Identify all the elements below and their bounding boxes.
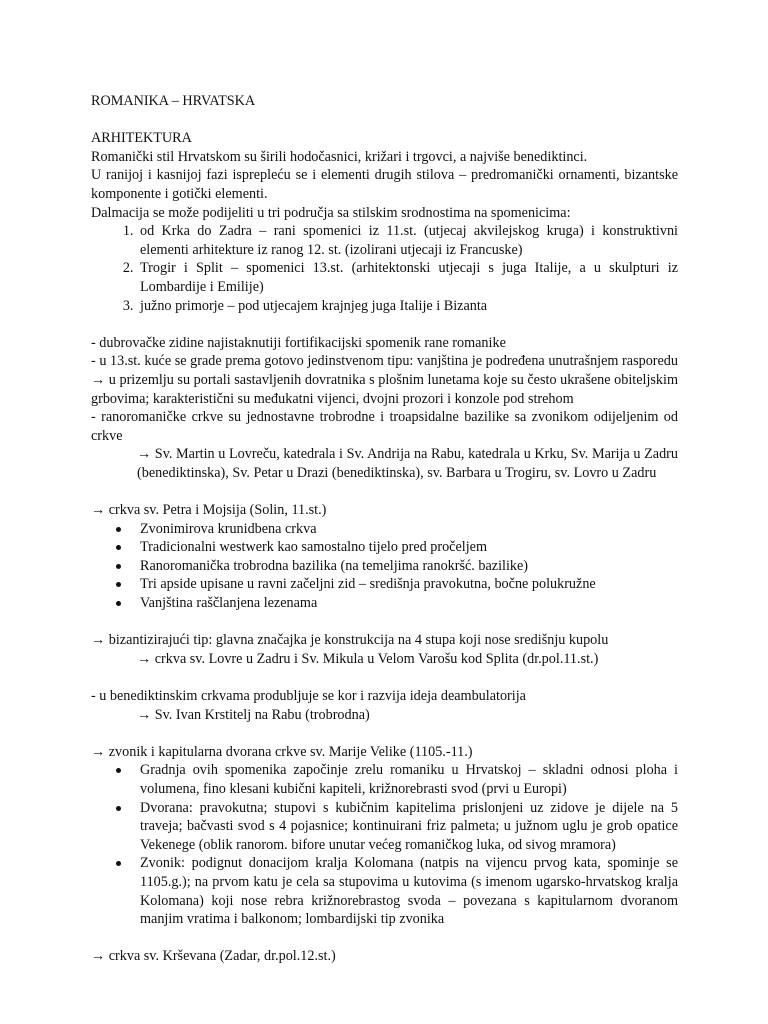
bullet-list [91,520,678,613]
spacer [91,111,678,130]
document-page [91,92,678,966]
sub-paragraph: → Sv. Ivan Krstitelj na Rabu (trobrodna) [137,706,370,723]
list-item: Gradnja ovih spomenika započinje zrelu romaniku u Hrvatskoj – skladni odnosi ploha i volumena, fino klesani kubični kapiteli, križnorebrasti svod (prvi u Europi) [137,761,678,798]
examples-paragraph: → Sv. Martin u Lovreču, katedrala i Sv. Andrija na Rabu, katedrala u Krku, Sv. Marija u Zadru (benediktinska), Sv. Petar u Drazi (benediktinska), sv. Barbara u Trogiru, sv. Lovro u Zadru [137,446,678,481]
intro-paragraph: Dalmacija se može podijeliti u tri područja sa stilskim srodnostima na spomenicima: [91,204,571,221]
list-item: Vanjština raščlanjena lezenama [137,594,678,613]
note-paragraph: - ranoromaničke crkve su jednostavne trobrodne i troapsidalne bazilike sa zvonikom odijeljenim od crkve [91,409,678,444]
spacer [91,315,678,334]
section-heading: ARHITEKTURA [91,130,192,147]
subheading: → zvonik i kapitularna dvorana crkve sv. Marije Velike (1105.-11.) [91,743,473,760]
list-item: Zvonimirova krunidbena crkva [137,520,678,539]
list-item: 3. južno primorje – pod utjecajem krajnjeg juga Italije i Bizanta [137,297,678,316]
intro-paragraph: Romanički stil Hrvatskom su širili hodočasnici, križari i trgovci, a najviše benediktinci. [91,148,588,165]
spacer [91,724,678,743]
list-item: Tri apside upisane u ravni začeljni zid – središnja pravokutna, bočne polukružne [137,575,678,594]
list-item: 2. Trogir i Split – spomenici 13.st. (arhitektonski utjecaji s juga Italije, a u skulpturi iz Lombardije i Emilije) [137,259,678,296]
list-item: Ranoromanička trobrodna bazilika (na temeljima ranokršć. bazilike) [137,557,678,576]
subheading: - u benediktinskim crkvama produbljuje se kor i razvija ideja deambulatorija [91,688,526,704]
note-paragraph: - u 13.st. kuće se grade prema gotovo jedinstvenom tipu: vanjština je podređena unutrašnjem rasporedu → u prizemlju su portali sastavljenih dovratnika s plošnim lunetama koje su često ukrašene obiteljskim grbovima; karakteristični su međukatni vijenci, dvojni prozori i konzole pod strehom [91,353,678,407]
list-item: Zvonik: podignut donacijom kralja Kolomana (natpis na vijencu prvog kata, spominje se 1105.g.); na prvom katu je cela sa stupovima u kutovima (s imenom ugarsko-hrvatskog kralja Kolomana) koji nose rebra križnorebrastog svoda – povezana s kapitularnom dvoranom manjim vratima i balkonom; lombardijski tip zvonika [137,854,678,928]
bullet-list [91,761,678,928]
intro-paragraph: U ranijoj i kasnijoj fazi isprepleću se i elementi drugih stilova – predromanički ornamenti, bizantske komponente i gotički elementi. [91,167,678,202]
list-item: 1. od Krka do Zadra – rani spomenici iz 11.st. (utjecaj akvilejskog kruga) i konstruktivni elementi arhitekture iz ranog 12. st. (izolirani utjecaji iz Francuske) [137,222,678,259]
note-paragraph: - dubrovačke zidine najistaknutiji fortifikacijski spomenik rane romanike [91,334,506,351]
list-item: Tradicionalni westwerk kao samostalno tijelo pred pročeljem [137,538,678,557]
subheading: → crkva sv. Krševana (Zadar, dr.pol.12.st.) [91,948,336,965]
subheading: → crkva sv. Petra i Mojsija (Solin, 11.st.) [91,502,327,519]
spacer [91,668,678,687]
regions-list [91,222,678,315]
spacer [91,482,678,501]
subheading: → bizantizirajući tip: glavna značajka je konstrukcija na 4 stupa koji nose središnju kupolu [91,632,609,649]
document-title: ROMANIKA – HRVATSKA [91,93,256,109]
spacer [91,613,678,632]
sub-paragraph: → crkva sv. Lovre u Zadru i Sv. Mikula u Velom Varošu kod Splita (dr.pol.11.st.) [137,650,599,667]
spacer [91,929,678,948]
list-item: Dvorana: pravokutna; stupovi s kubičnim kapitelima prislonjeni uz zidove je dijele na 5 traveja; bačvasti svod s 4 pojasnice; kontinuirani friz palmeta; u južnom uglu je grob opatice Vekenege (oblik ranorom. bifore unutar većeg romaničkog luka, od sivog mramora) [137,799,678,855]
